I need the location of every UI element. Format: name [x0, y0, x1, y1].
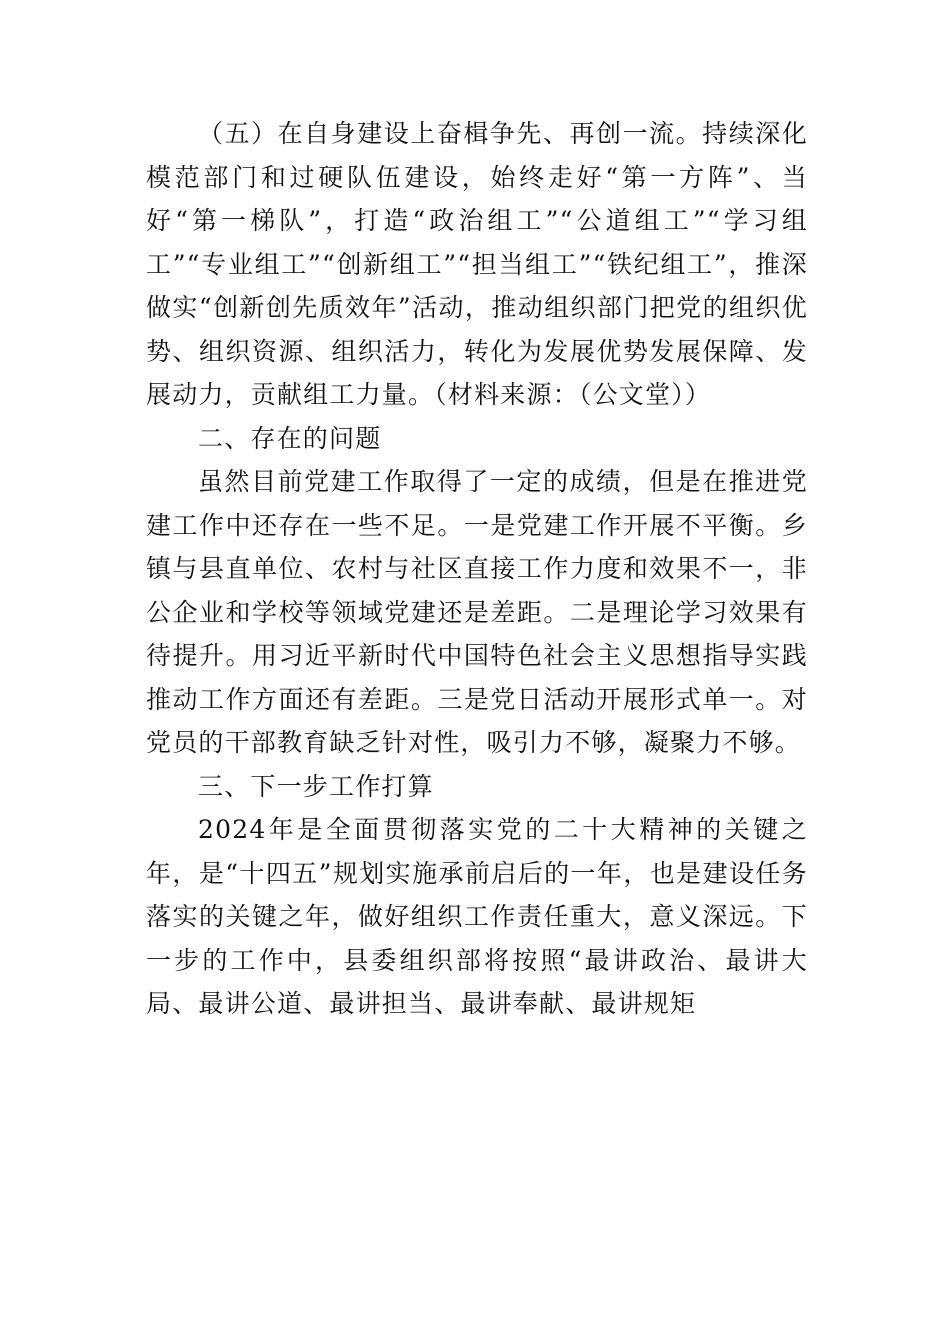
paragraph-next-steps: 2024年是全面贯彻落实党的二十大精神的关键之年，是“十四五”规划实施承前启后的一年，也是建设任务落实的关键之年，做好组织工作责任重大，意义深远。下一步的工作中，县委组织部将按照“最讲政治、最讲大局、最讲公道、最讲担当、最讲奉献、最讲规矩: [146, 815, 808, 1018]
section-heading-next-steps: 三、下一步工作打算: [198, 771, 434, 801]
paragraph-self-building: （五）在自身建设上奋楫争先、再创一流。持续深化模范部门和过硬队伍建设，始终走好“第一方阵”、当好“第一梯队”，打造“政治组工”“公道组工”“学习组工”“专业组工”“创新组工”“担当组工”“铁纪组工”，推深做实“创新创先质效年”活动，推动组织部门把党的组织优势、组织资源、组织活力，转化为发展优势发展保障、发展动力，贡献组工力量。（材料来源：（公文堂））: [146, 119, 808, 409]
section-heading-existing-problems: 二、存在的问题: [198, 423, 382, 453]
document-body: [146, 112, 808, 1026]
paragraph-problems: 虽然目前党建工作取得了一定的成绩，但是在推进党建工作中还存在一些不足。一是党建工作开展不平衡。乡镇与县直单位、农村与社区直接工作力度和效果不一，非公企业和学校等领域党建还是差距。二是理论学习效果有待提升。用习近平新时代中国特色社会主义思想指导实践推动工作方面还有差距。三是党日活动开展形式单一。对党员的干部教育缺乏针对性，吸引力不够，凝聚力不够。: [146, 467, 808, 757]
